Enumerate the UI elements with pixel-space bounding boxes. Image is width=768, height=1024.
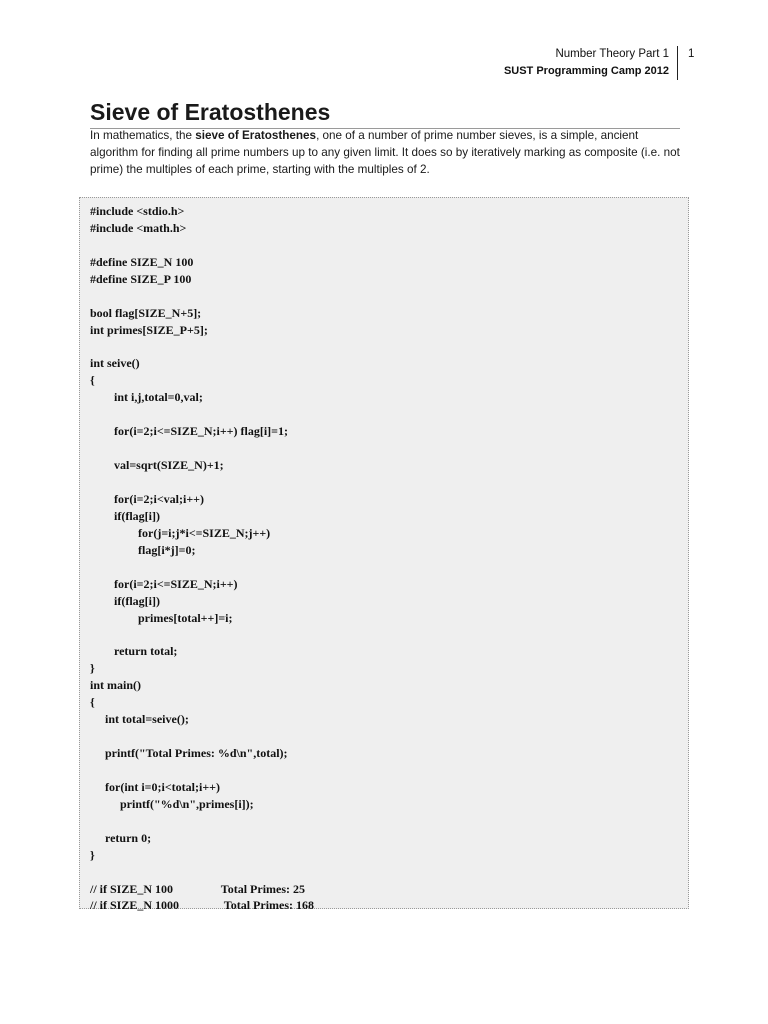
- intro-bold-term: sieve of Eratosthenes: [195, 129, 317, 142]
- code-line: int primes[SIZE_P+5];: [90, 322, 208, 337]
- code-line: [90, 559, 314, 576]
- code-line: #include <math.h>: [90, 220, 187, 235]
- code-line: return total;: [90, 644, 178, 659]
- section-title: Sieve of Eratosthenes: [90, 96, 680, 129]
- page-header: [504, 46, 678, 80]
- code-line: [90, 626, 314, 643]
- code-line: int seive(): [90, 356, 140, 371]
- code-line: [90, 406, 314, 423]
- code-line: [90, 813, 314, 830]
- code-line: {: [90, 695, 95, 710]
- code-line: if(flag[i]): [90, 508, 160, 523]
- page-number: 1: [688, 48, 695, 60]
- code-line: primes[total++]=i;: [90, 610, 233, 625]
- code-line: for(int i=0;i<total;i++): [90, 779, 220, 794]
- code-line: [90, 288, 314, 305]
- code-line: int total=seive();: [90, 712, 189, 727]
- code-line: #include <stdio.h>: [90, 204, 185, 218]
- code-line: [90, 728, 314, 745]
- code-line: for(i=2;i<=SIZE_N;i++) flag[i]=1;: [90, 424, 289, 439]
- code-block: [79, 197, 689, 913]
- header-doc-title: Number Theory Part 1: [555, 48, 669, 60]
- code-line: for(j=i;j*i<=SIZE_N;j++): [90, 525, 271, 540]
- code-line: [90, 339, 314, 356]
- code-line: bool flag[SIZE_N+5];: [90, 305, 202, 320]
- code-line: [90, 474, 314, 491]
- code-line: for(i=2;i<=SIZE_N;i++): [90, 576, 238, 591]
- intro-paragraph: [90, 127, 680, 178]
- header-camp-name: SUST Programming Camp 2012: [503, 65, 669, 77]
- code-line: #define SIZE_P 100: [90, 271, 192, 286]
- code-line: int i,j,total=0,val;: [90, 390, 203, 405]
- code-line: }: [90, 661, 95, 676]
- code-line: [90, 440, 314, 457]
- code-line: if(flag[i]): [90, 593, 160, 608]
- code-line: printf("%d\n",primes[i]);: [90, 796, 254, 811]
- code-line: // if SIZE_N 100 Total Primes: 25: [90, 881, 306, 896]
- code-line: // if SIZE_N 1000 Total Primes: 168: [90, 898, 315, 913]
- code-line: {: [90, 373, 95, 388]
- code-line: return 0;: [90, 830, 152, 845]
- code-line: [90, 864, 314, 881]
- intro-text-rest: , one of a number of prime number sieves, is a simple, ancient algorithm for finding all prime numbers up to any given limit. It does so by iteratively marking as composite (i.e. not prime) the multiples of each prime, starting with the multiples of 2.: [90, 129, 680, 176]
- code-listing: [90, 203, 314, 914]
- code-line: [90, 237, 314, 254]
- code-line: for(i=2;i<val;i++): [90, 491, 204, 506]
- code-line: [90, 762, 314, 779]
- code-line: printf("Total Primes: %d\n",total);: [90, 746, 288, 760]
- code-line: int main(): [90, 678, 141, 693]
- intro-text-start: In mathematics, the: [90, 129, 196, 142]
- code-line: val=sqrt(SIZE_N)+1;: [90, 458, 224, 473]
- code-line: }: [90, 847, 95, 862]
- code-line: #define SIZE_N 100: [90, 254, 194, 269]
- code-line: flag[i*j]=0;: [90, 542, 196, 557]
